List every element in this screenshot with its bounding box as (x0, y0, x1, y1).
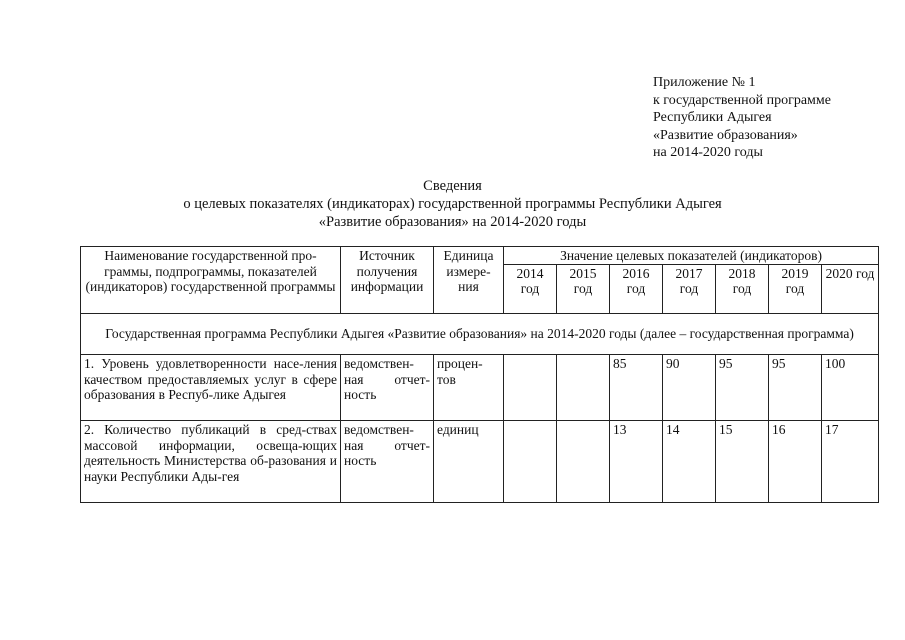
section-title: Государственная программа Республики Адыгея «Развитие образования» на 2014-2020 годы (далее – государственная программа) (81, 314, 879, 355)
header-year: 2015 год (557, 264, 610, 314)
header-source: Источник получения информации (341, 247, 434, 314)
table-section-row (81, 314, 879, 355)
indicator-value (557, 421, 610, 503)
indicator-name: 2. Количество публикаций в сред-ствах массовой информации, освеща-ющих деятельность Министерства об-разования и науки Республики Ады-гея (81, 421, 341, 503)
heading-title: Сведения (423, 178, 482, 194)
header-values: Значение целевых показателей (индикаторов) (504, 247, 879, 265)
indicators-table (80, 246, 879, 503)
appendix-line: на 2014-2020 годы (653, 145, 763, 160)
indicator-value: 13 (610, 421, 663, 503)
indicator-value (504, 355, 557, 421)
heading-subtitle: о целевых показателях (индикаторах) государственной программы Республики Адыгея (183, 196, 722, 212)
header-name: Наименование государственной про-граммы, подпрограммы, показателей (индикаторов) государственной программы (81, 247, 341, 314)
table-header-row (81, 247, 879, 265)
document-heading (0, 177, 905, 231)
indicator-unit: процен-тов (434, 355, 504, 421)
indicator-name: 1. Уровень удовлетворенности насе-ления качеством предоставляемых услуг в сфере образования в Респуб-лике Адыгея (81, 355, 341, 421)
indicator-value: 16 (769, 421, 822, 503)
header-year: 2020 год (822, 264, 879, 314)
indicator-value: 95 (716, 355, 769, 421)
heading-subtitle: «Развитие образования» на 2014-2020 годы (318, 214, 587, 230)
indicator-value (557, 355, 610, 421)
table-row (81, 421, 879, 503)
indicator-unit: единиц (434, 421, 504, 503)
indicator-value: 85 (610, 355, 663, 421)
indicator-source: ведомствен-ная отчет-ность (341, 421, 434, 503)
indicator-value: 17 (822, 421, 879, 503)
table-row (81, 355, 879, 421)
appendix-line: Приложение № 1 (653, 75, 756, 90)
header-year: 2018 год (716, 264, 769, 314)
indicator-value: 95 (769, 355, 822, 421)
indicator-value: 90 (663, 355, 716, 421)
header-year: 2017 год (663, 264, 716, 314)
header-year: 2016 год (610, 264, 663, 314)
header-year: 2014 год (504, 264, 557, 314)
indicator-value: 15 (716, 421, 769, 503)
appendix-line: Республики Адыгея (653, 110, 772, 125)
appendix-line: «Развитие образования» (653, 127, 798, 143)
indicator-source: ведомствен-ная отчет-ность (341, 355, 434, 421)
header-year: 2019 год (769, 264, 822, 314)
header-unit: Единица измере-ния (434, 247, 504, 314)
indicator-value (504, 421, 557, 503)
indicator-value: 14 (663, 421, 716, 503)
appendix-line: к государственной программе (653, 92, 831, 108)
indicator-value: 100 (822, 355, 879, 421)
appendix-note (653, 74, 831, 162)
